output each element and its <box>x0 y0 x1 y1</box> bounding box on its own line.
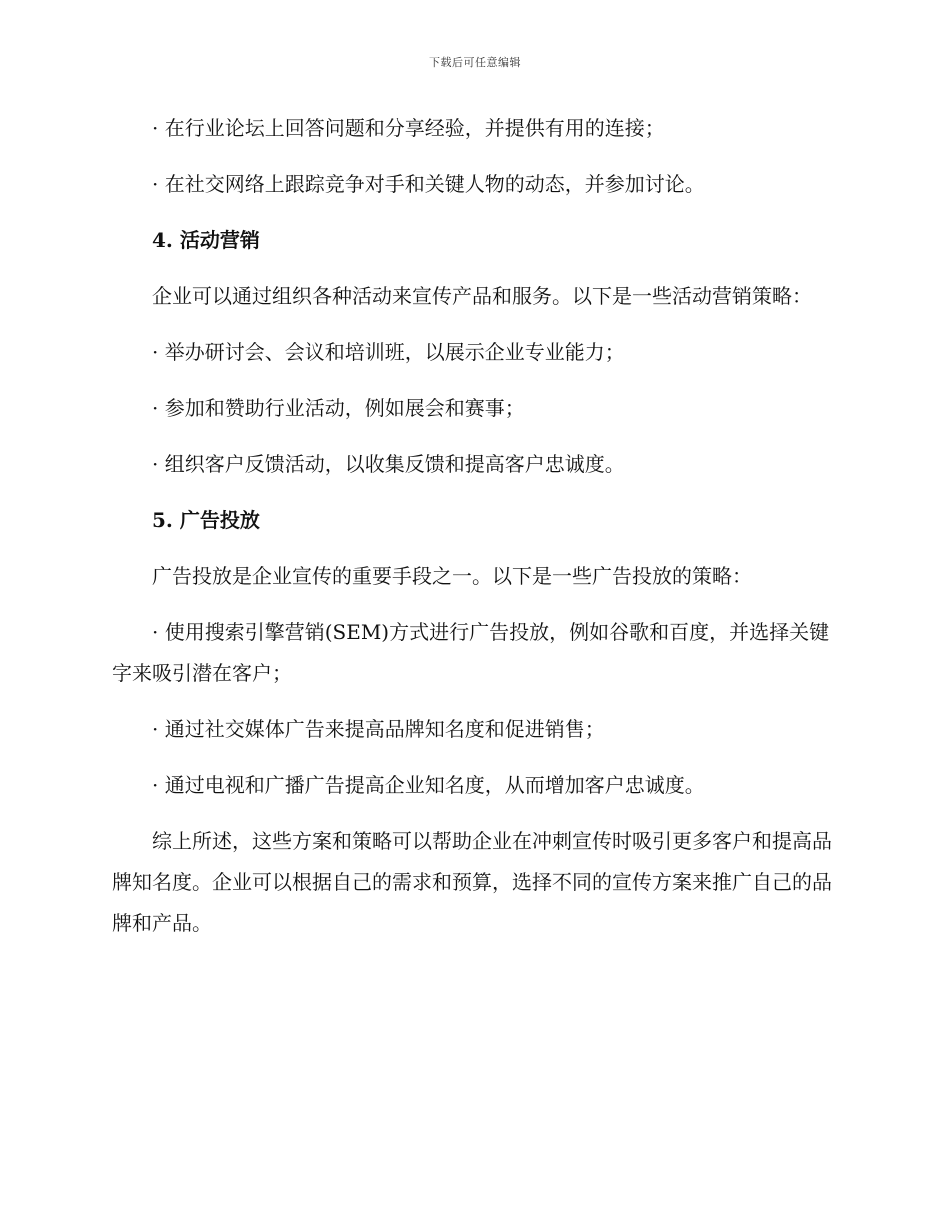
document-body <box>112 108 832 944</box>
bullet-social-tracking: · 在社交网络上跟踪竞争对手和关键人物的动态，并参加讨论。 <box>152 172 705 196</box>
section-heading-event-marketing: 4. 活动营销 <box>152 228 260 252</box>
bullet-sem: · 使用搜索引擎营销(SEM)方式进行广告投放，例如谷歌和百度，并选择关键字来吸引潜在客户； <box>112 620 830 685</box>
bullet-seminars: · 举办研讨会、会议和培训班，以展示企业专业能力； <box>152 340 625 364</box>
event-marketing-intro: 企业可以通过组织各种活动来宣传产品和服务。以下是一些活动营销策略： <box>152 284 812 308</box>
bullet-customer-feedback: · 组织客户反馈活动，以收集反馈和提高客户忠诚度。 <box>152 452 625 476</box>
bullet-forum-answers: · 在行业论坛上回答问题和分享经验，并提供有用的连接； <box>152 116 665 140</box>
advertising-intro: 广告投放是企业宣传的重要手段之一。以下是一些广告投放的策略： <box>152 564 752 588</box>
section-heading-advertising: 5. 广告投放 <box>152 508 260 532</box>
bullet-tv-radio-ads: · 通过电视和广播广告提高企业知名度，从而增加客户忠诚度。 <box>152 773 705 797</box>
bullet-sponsor-events: · 参加和赞助行业活动，例如展会和赛事； <box>152 396 525 420</box>
page-header: 下载后可任意编辑 <box>429 56 521 69</box>
conclusion-paragraph: 综上所述，这些方案和策略可以帮助企业在冲刺宣传时吸引更多客户和提高品牌知名度。企业可以根据自己的需求和预算，选择不同的宣传方案来推广自己的品牌和产品。 <box>112 829 832 935</box>
bullet-social-ads: · 通过社交媒体广告来提高品牌知名度和促进销售； <box>152 717 605 741</box>
